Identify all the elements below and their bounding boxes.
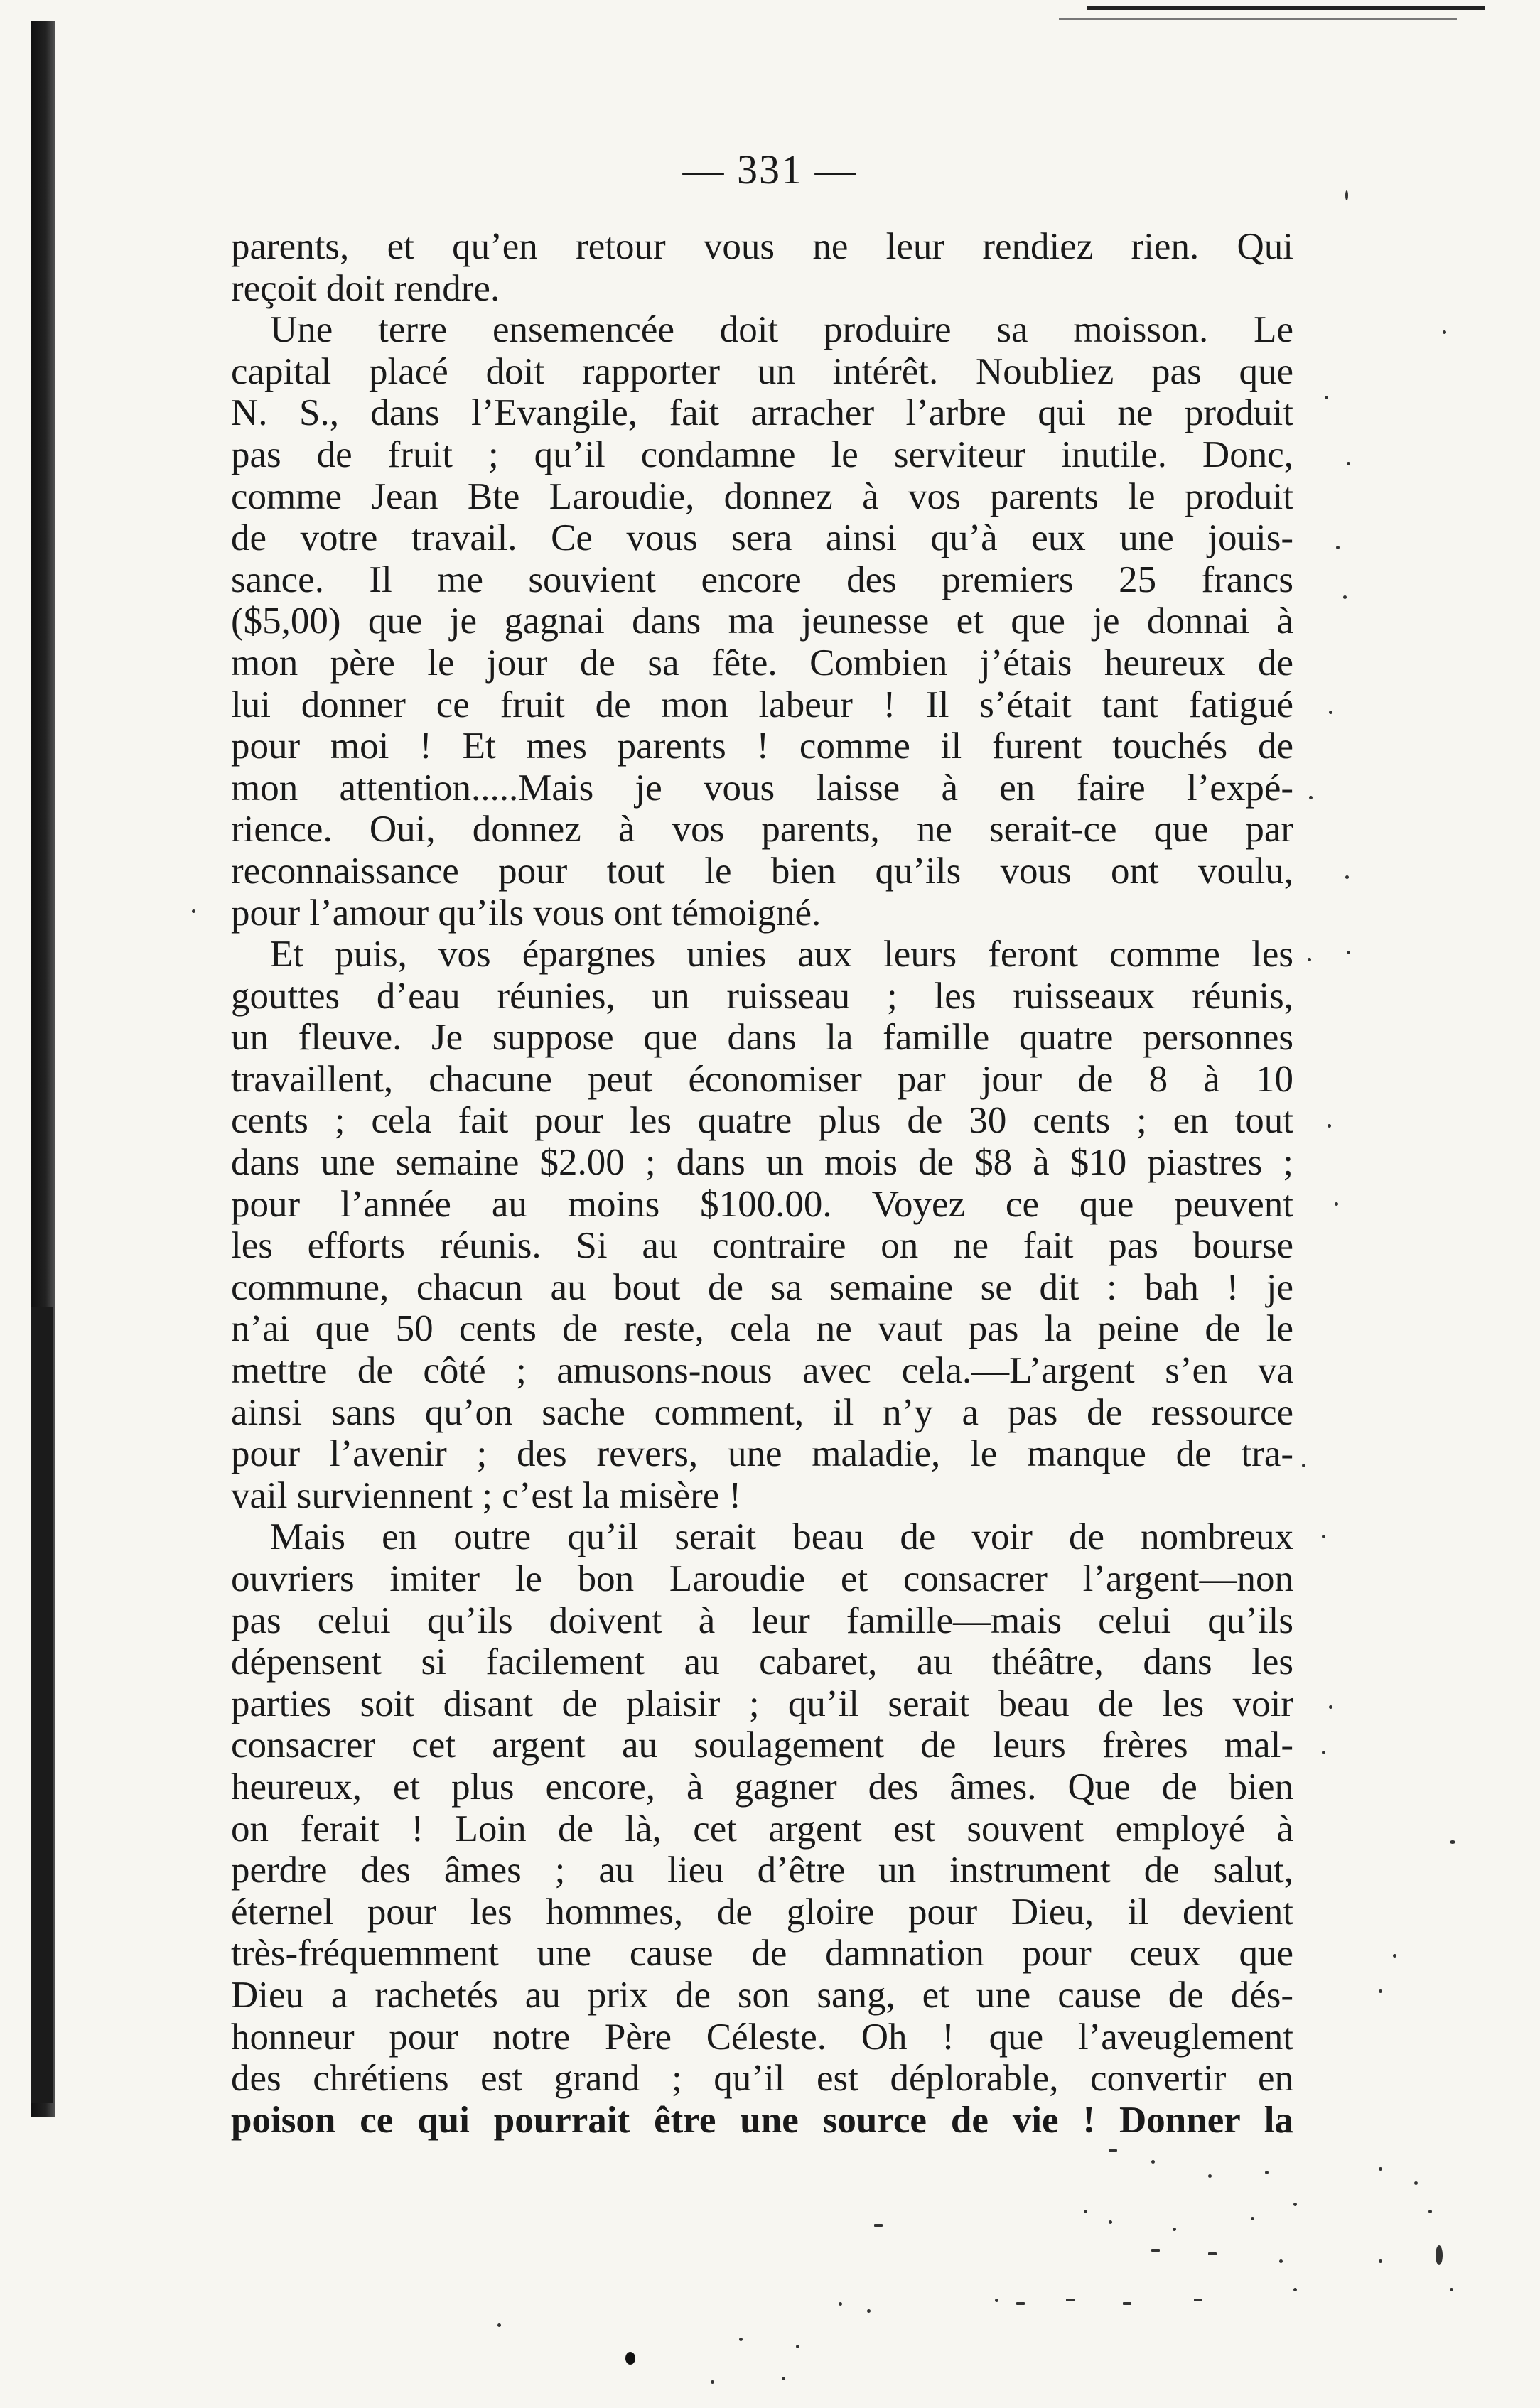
scan-speck — [1345, 190, 1348, 200]
text-line: Mais en outre qu’il serait beau de voir de nombreux — [270, 1516, 1293, 1558]
top-rule-thin — [1059, 18, 1457, 20]
text-line: comme Jean Bte Laroudie, donnez à vos parents le produit — [231, 475, 1293, 517]
text-line: mettre de côté ; amusons-nous avec cela.—L’argent s’en va — [231, 1350, 1293, 1392]
text-line: pour moi ! Et mes parents ! comme il furent touchés de — [231, 725, 1293, 767]
scan-speck — [1443, 330, 1446, 334]
text-line: cents ; cela fait pour les quatre plus de 30 cents ; en tout — [231, 1100, 1293, 1142]
scan-speck — [1302, 1464, 1305, 1467]
scan-speck — [867, 2309, 871, 2313]
text-line: mon père le jour de sa fête. Combien j’étais heureux de — [231, 642, 1293, 684]
text-line: N. S., dans l’Evangile, fait arracher l’arbre qui ne produit — [231, 392, 1293, 434]
binding-edge-lower — [31, 1307, 53, 2103]
scan-speck — [782, 2377, 785, 2380]
scan-speck — [1345, 875, 1349, 879]
scan-speck — [1173, 2228, 1176, 2231]
text-line: parents, et qu’en retour vous ne leur rendiez rien. Qui — [231, 226, 1293, 267]
text-line: poison ce qui pourrait être une source de vie ! Donner la — [231, 2099, 1293, 2141]
text-line: capital placé doit rapporter un intérêt. Noubliez pas que — [231, 350, 1293, 392]
scan-speck — [192, 909, 195, 913]
scan-speck — [1109, 2149, 1117, 2152]
text-line: n’ai que 50 cents de reste, cela ne vaut pas la peine de le — [231, 1308, 1293, 1350]
scan-speck — [1347, 951, 1350, 954]
text-line: un fleuve. Je suppose que dans la famille quatre personnes — [231, 1017, 1293, 1059]
scan-speck — [1293, 2203, 1297, 2206]
text-line: heureux, et plus encore, à gagner des âmes. Que de bien — [231, 1766, 1293, 1808]
scan-speck — [711, 2380, 714, 2384]
scan-speck — [1329, 1705, 1332, 1709]
scan-speck — [497, 2323, 501, 2327]
scan-speck — [1414, 2181, 1418, 2185]
text-line: vail surviennent ; c’est la misère ! — [231, 1474, 742, 1516]
scan-speck — [1151, 2160, 1155, 2164]
scan-speck — [874, 2224, 883, 2227]
scan-speck — [625, 2352, 635, 2365]
text-line: honneur pour notre Père Céleste. Oh ! que l’aveuglement — [231, 2016, 1293, 2058]
top-rule — [1087, 6, 1485, 10]
scan-speck — [1450, 1840, 1455, 1844]
scan-speck — [995, 2299, 998, 2302]
text-line: très-fréquemment une cause de damnation pour ceux que — [231, 1933, 1293, 1975]
scan-speck — [1322, 1751, 1325, 1754]
scan-speck — [1016, 2302, 1025, 2305]
text-line: consacrer cet argent au soulagement de leurs frères mal- — [231, 1724, 1293, 1766]
scan-speck — [1328, 1124, 1331, 1128]
text-line: mon attention.....Mais je vous laisse à en faire l’expé- — [231, 767, 1293, 809]
scan-speck — [1336, 546, 1340, 549]
scan-speck — [1450, 2288, 1453, 2291]
page-number: — 331 — — [682, 146, 858, 193]
scan-speck — [1393, 1954, 1396, 1958]
text-line: rience. Oui, donnez à vos parents, ne serait-ce que par — [231, 809, 1293, 851]
scan-speck — [1265, 2171, 1269, 2174]
text-line: pour l’année au moins $100.00. Voyez ce que peuvent — [231, 1183, 1293, 1225]
text-line: de votre travail. Ce vous sera ainsi qu’à eux une jouis- — [231, 517, 1293, 559]
text-line: gouttes d’eau réunies, un ruisseau ; les ruisseaux réunis, — [231, 975, 1293, 1017]
text-line: éternel pour les hommes, de gloire pour Dieu, il devient — [231, 1891, 1293, 1933]
text-line: ($5,00) que je gagnai dans ma jeunesse et que je donnai à — [231, 600, 1293, 642]
text-line: pas de fruit ; qu’il condamne le serviteur inutile. Donc, — [231, 433, 1293, 475]
scan-speck — [1329, 711, 1332, 714]
text-line: sance. Il me souvient encore des premiers 25 francs — [231, 558, 1293, 600]
scan-speck — [1379, 2167, 1382, 2171]
scan-speck — [839, 2302, 842, 2306]
scan-speck — [1347, 462, 1350, 465]
text-line: ouvriers imiter le bon Laroudie et consacrer l’argent—non — [231, 1558, 1293, 1599]
scan-speck — [1251, 2217, 1254, 2220]
scan-speck — [1194, 2299, 1202, 2301]
scan-speck — [1066, 2299, 1075, 2301]
text-line: pas celui qu’ils doivent à leur famille—mais celui qu’ils — [231, 1599, 1293, 1641]
text-line: des chrétiens est grand ; qu’il est déplorable, convertir en — [231, 2058, 1293, 2100]
scan-speck — [1279, 2259, 1283, 2263]
scan-speck — [1293, 2288, 1297, 2291]
text-line: perdre des âmes ; au lieu d’être un instrument de salut, — [231, 1850, 1293, 1891]
scan-speck — [1325, 396, 1328, 399]
body-text — [231, 226, 1293, 2141]
scan-speck — [1151, 2249, 1160, 2252]
scan-speck — [1379, 1989, 1382, 1993]
text-line: Et puis, vos épargnes unies aux leurs feront comme les — [270, 934, 1293, 976]
text-line: reçoit doit rendre. — [231, 267, 500, 309]
scan-speck — [1428, 2210, 1432, 2213]
text-line: pour l’amour qu’ils vous ont témoigné. — [231, 892, 822, 934]
text-line: travaillent, chacune peut économiser par jour de 8 à 10 — [231, 1058, 1293, 1100]
scan-speck — [1123, 2302, 1131, 2305]
text-line: on ferait ! Loin de là, cet argent est souvent employé à — [231, 1808, 1293, 1850]
text-line: commune, chacun au bout de sa semaine se dit : bah ! je — [231, 1266, 1293, 1308]
scan-speck — [1109, 2220, 1112, 2224]
text-line: reconnaissance pour tout le bien qu’ils vous ont voulu, — [231, 850, 1293, 892]
text-line: parties soit disant de plaisir ; qu’il serait beau de les voir — [231, 1683, 1293, 1724]
text-line: Une terre ensemencée doit produire sa moisson. Le — [270, 309, 1293, 351]
scan-speck — [1208, 2174, 1212, 2178]
scan-speck — [739, 2338, 743, 2341]
scan-speck — [1379, 2259, 1382, 2263]
scan-speck — [1309, 796, 1313, 799]
text-line: dans une semaine $2.00 ; dans un mois de $8 à $10 piastres ; — [231, 1142, 1293, 1184]
text-line: dépensent si facilement au cabaret, au théâtre, dans les — [231, 1641, 1293, 1683]
text-line: les efforts réunis. Si au contraire on ne fait pas bourse — [231, 1225, 1293, 1267]
scan-speck — [1322, 1535, 1325, 1538]
scan-speck — [1335, 1202, 1338, 1206]
scan-speck — [1308, 958, 1311, 961]
text-line: ainsi sans qu’on sache comment, il n’y a pas de ressource — [231, 1391, 1293, 1433]
scan-speck — [1208, 2252, 1217, 2255]
scan-speck — [1343, 595, 1347, 599]
scan-speck — [1436, 2245, 1443, 2265]
scan-speck — [796, 2345, 799, 2348]
text-line: lui donner ce fruit de mon labeur ! Il s’était tant fatigué — [231, 684, 1293, 725]
text-line: Dieu a rachetés au prix de son sang, et une cause de dés- — [231, 1974, 1293, 2016]
scan-speck — [1084, 2210, 1087, 2213]
text-line: pour l’avenir ; des revers, une maladie, le manque de tra- — [231, 1433, 1293, 1475]
